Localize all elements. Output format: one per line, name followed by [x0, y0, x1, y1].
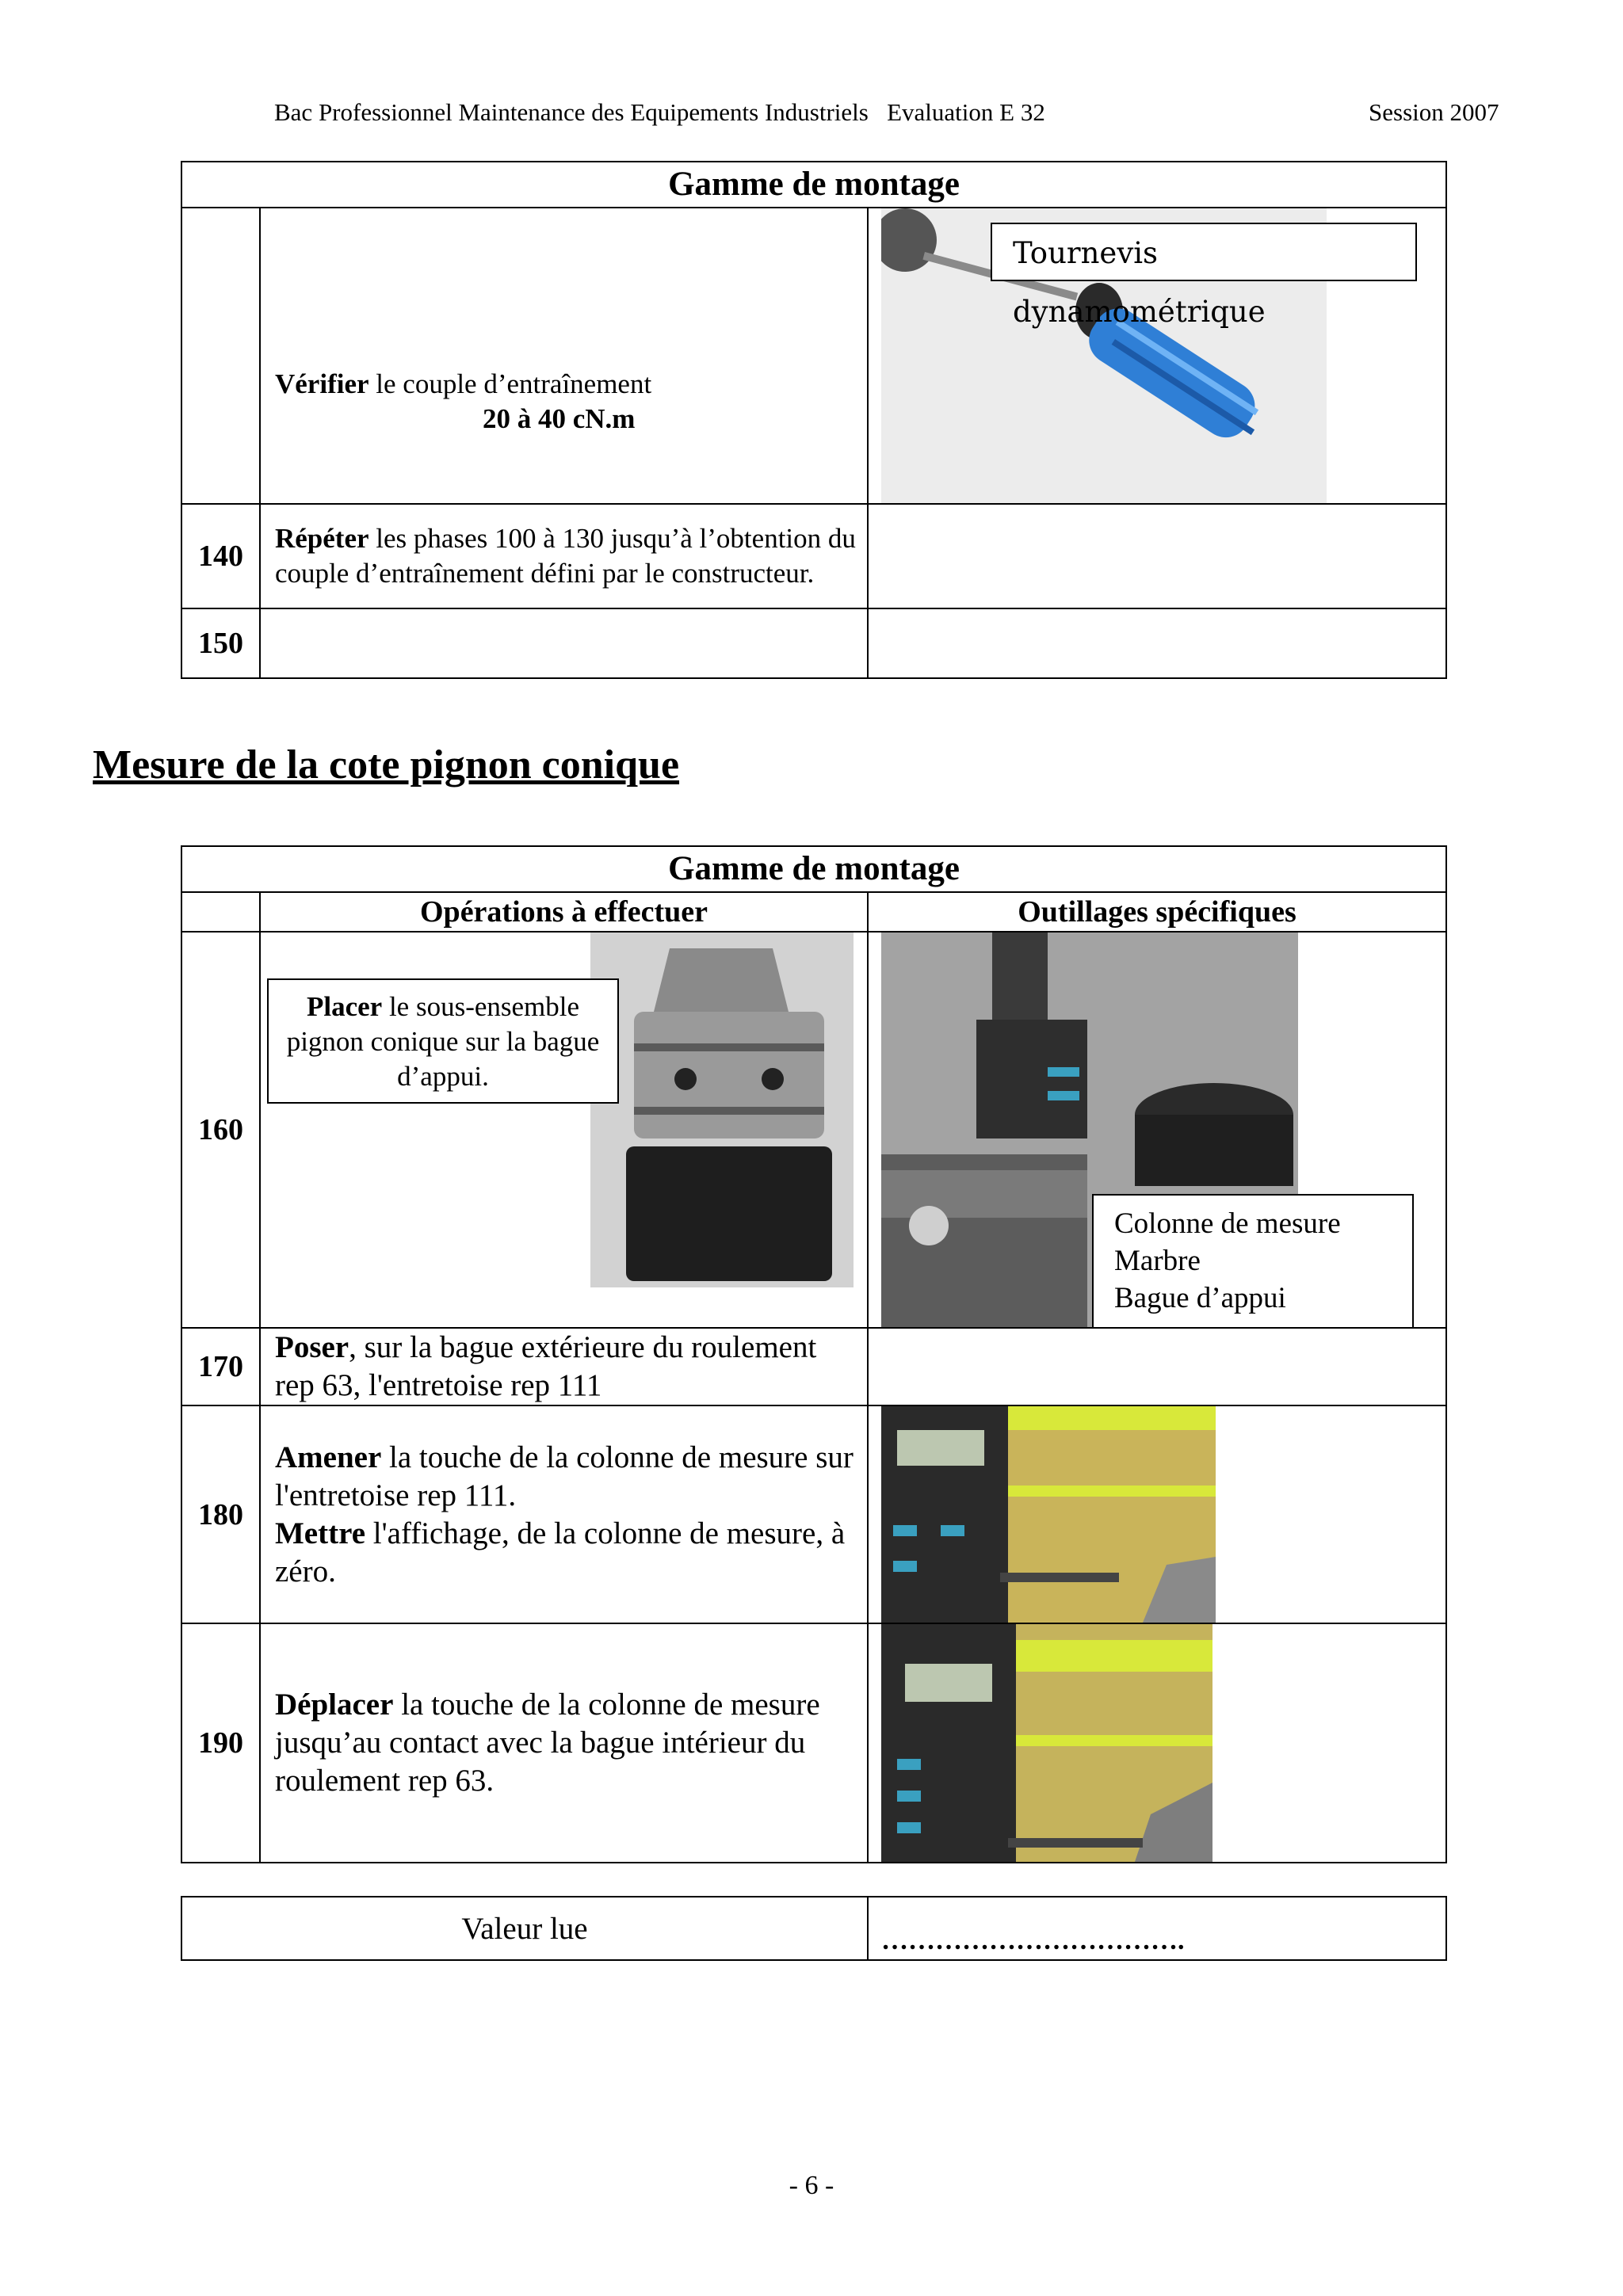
step-tool-cell: [868, 1405, 1446, 1623]
step-tool-cell: [868, 932, 1446, 1328]
value-table: [181, 1896, 1447, 1961]
operation-verb: Amener: [275, 1440, 382, 1474]
step-number: 180: [181, 1405, 260, 1623]
tool-callout-label: [991, 223, 1417, 329]
display-measure-photo: [881, 1624, 1212, 1862]
value-input-cell[interactable]: [868, 1897, 1446, 1960]
step-operation-verify: [260, 208, 868, 504]
step-number-cell: [181, 208, 260, 504]
table-title: Gamme de montage: [181, 162, 1446, 208]
step-number: 140: [181, 504, 260, 608]
tool-item: Bague d’appui: [1114, 1282, 1286, 1314]
operation-verb: Vérifier: [275, 368, 369, 399]
step-operation-160: [260, 932, 868, 1328]
value-label: Valeur lue: [461, 1911, 588, 1946]
tool-callout-text: Tournevis dynamométrique: [1013, 236, 1266, 329]
operation-verb: Poser: [275, 1330, 349, 1364]
value-label-cell: [181, 1897, 868, 1960]
operation-verb: Déplacer: [275, 1688, 394, 1722]
operation-text: , sur la bague extérieure du roulement rep 63, l'entretoise rep 111: [275, 1330, 817, 1402]
step-number: 160: [181, 932, 260, 1328]
operation-verb: Placer: [306, 991, 383, 1022]
column-header-operations: Opérations à effectuer: [260, 892, 868, 932]
step-number: 150: [181, 608, 260, 678]
pinion-assembly-photo: [590, 933, 854, 1287]
operation-text: le couple d’entraînement: [369, 368, 652, 399]
operation-text: la touche de la colonne de mesure sur l'entretoise rep 111.: [275, 1440, 854, 1512]
step-operation-cell: [260, 608, 868, 678]
tools-callout-box: [1092, 1194, 1414, 1329]
step-tool-cell: [868, 608, 1446, 678]
document-header-session: Session 2007: [1369, 98, 1499, 126]
step-tool-cell: [868, 208, 1446, 504]
step-number: 190: [181, 1623, 260, 1863]
operation-verb: Mettre: [275, 1516, 366, 1550]
gamme-table-1: [181, 161, 1447, 679]
column-header-tools: Outillages spécifiques: [868, 892, 1446, 932]
step-operation-180: [260, 1405, 868, 1623]
display-zero-photo: [881, 1406, 1216, 1623]
operation-verb: Répéter: [275, 523, 369, 554]
operation-text: les phases 100 à 130 jusqu’à l’obtention du couple d’entraînement défini par le constructeur.: [275, 523, 856, 589]
step-operation-140: [260, 504, 868, 608]
step-tool-cell: [868, 1328, 1446, 1405]
header-empty-cell: [181, 892, 260, 932]
gamme-table-2: [181, 845, 1447, 1863]
torque-value: 20 à 40 cN.m: [483, 403, 636, 434]
tool-item: Marbre: [1114, 1245, 1201, 1277]
value-placeholder: …………………………….: [881, 1926, 1185, 1955]
tool-item: Colonne de mesure: [1114, 1207, 1341, 1240]
step-tool-cell: [868, 504, 1446, 608]
step-operation-190: [260, 1623, 868, 1863]
step-number: 170: [181, 1328, 260, 1405]
section-title: Mesure de la cote pignon conique: [93, 742, 680, 788]
step-operation-170: [260, 1328, 868, 1405]
page-number: - 6 -: [789, 2171, 834, 2200]
operation-text: l'affichage, de la colonne de mesure, à zéro.: [275, 1516, 846, 1589]
operation-text: la touche de la colonne de mesure jusqu’au contact avec la bague intérieur du roulement rep 63.: [275, 1688, 820, 1798]
document-header-title: Bac Professionnel Maintenance des Equipements Industriels Evaluation E 32: [274, 98, 1045, 126]
table-title: Gamme de montage: [181, 846, 1446, 892]
operation-text: le sous-ensemble pignon conique sur la bague d’appui.: [286, 991, 600, 1092]
step-tool-cell: [868, 1623, 1446, 1863]
operation-callout-box: [267, 978, 619, 1104]
